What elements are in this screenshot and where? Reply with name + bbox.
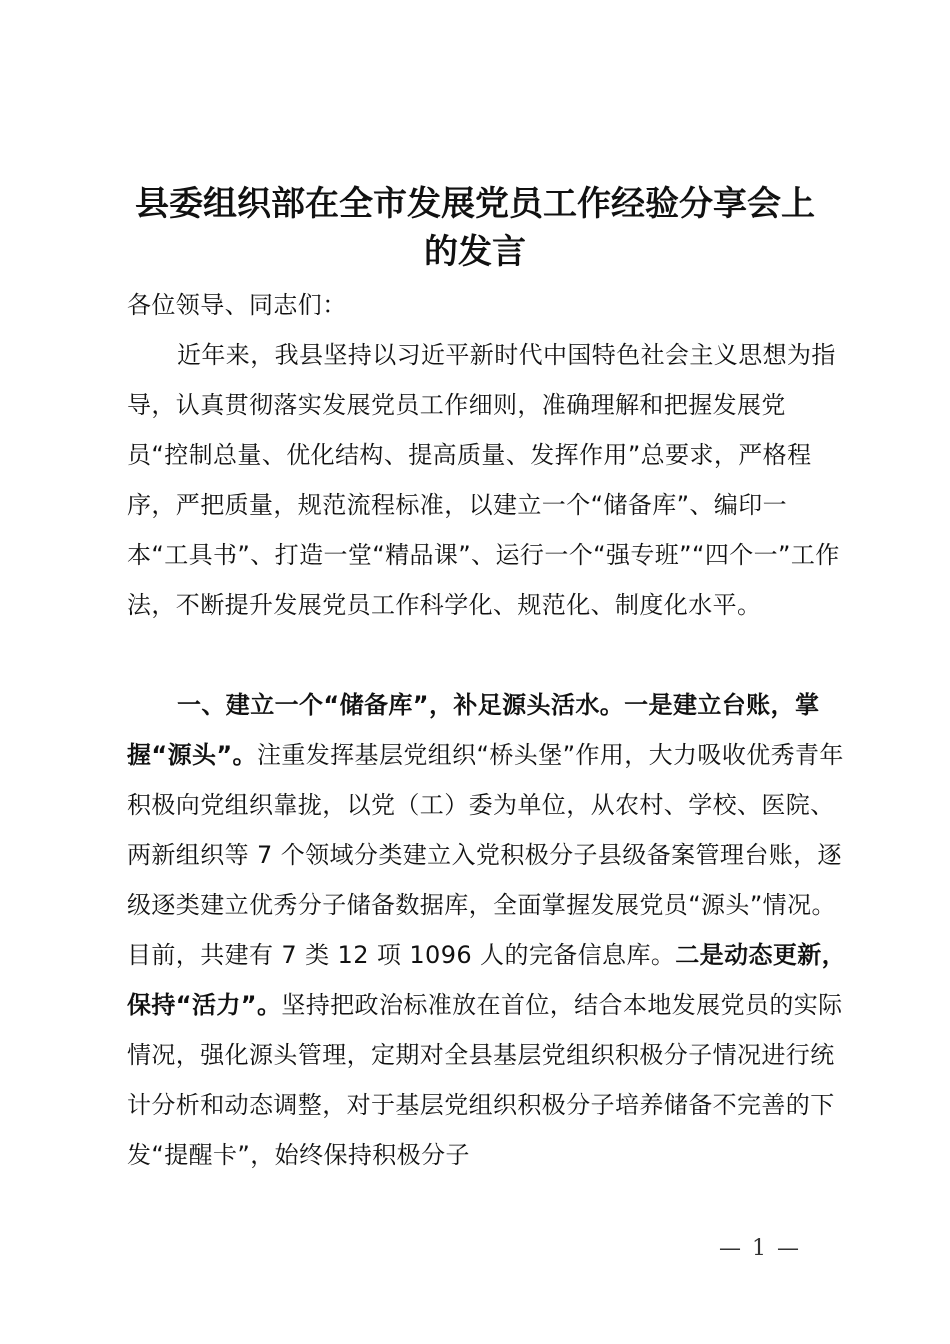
subpoint-1-text: 注重发挥基层党组织“桥头堡”作用，大力吸收优秀青年积极向党组织靠拢，以党（工）委为单位，从农村、学校、医院、两新组织等 7 个领域分类建立入党积极分子县级备案管理台账，逐级逐类建立优秀分子储备数据库，全面掌握发展党员“源头”情况。目前，共建有 7 类 12 项 1096 人的完备信息库。 <box>127 741 844 969</box>
title-line-2: 的发言 <box>424 232 526 272</box>
paragraph-intro: 近年来，我县坚持以习近平新时代中国特色社会主义思想为指导，认真贯彻落实发展党员工作细则，准确理解和把握发展党员“控制总量、优化结构、提高质量、发挥作用”总要求，严格程序，严把质量，规范流程标准，以建立一个“储备库”、编印一本“工具书”、打造一堂“精品课”、运行一个“强专班”“四个一”工作法，不断提升发展党员工作科学化、规范化、制度化水平。 <box>127 341 840 619</box>
document-title <box>118 180 832 276</box>
subpoint-2-heading: 二是动态更新，保持“活力”。 <box>127 941 847 1019</box>
greeting: 各位领导、同志们： <box>127 291 347 319</box>
title-line-1: 县委组织部在全市发展党员工作经验分享会上 <box>135 184 815 224</box>
paragraph-section-one <box>127 680 847 1180</box>
subpoint-2-text: 坚持把政治标准放在首位，结合本地发展党员的实际情况，强化源头管理，定期对全县基层党组织积极分子情况进行统计分析和动态调整，对于基层党组织积极分子培养储备不完善的下发“提醒卡”，始终保持积极分子 <box>127 991 843 1169</box>
section-heading: 一、建立一个“储备库”，补足源头活水。 <box>177 691 625 719</box>
subpoint-1-heading: 一是建立台账，掌握“源头”。 <box>127 691 820 769</box>
page-number: — 1 — <box>719 1236 801 1261</box>
